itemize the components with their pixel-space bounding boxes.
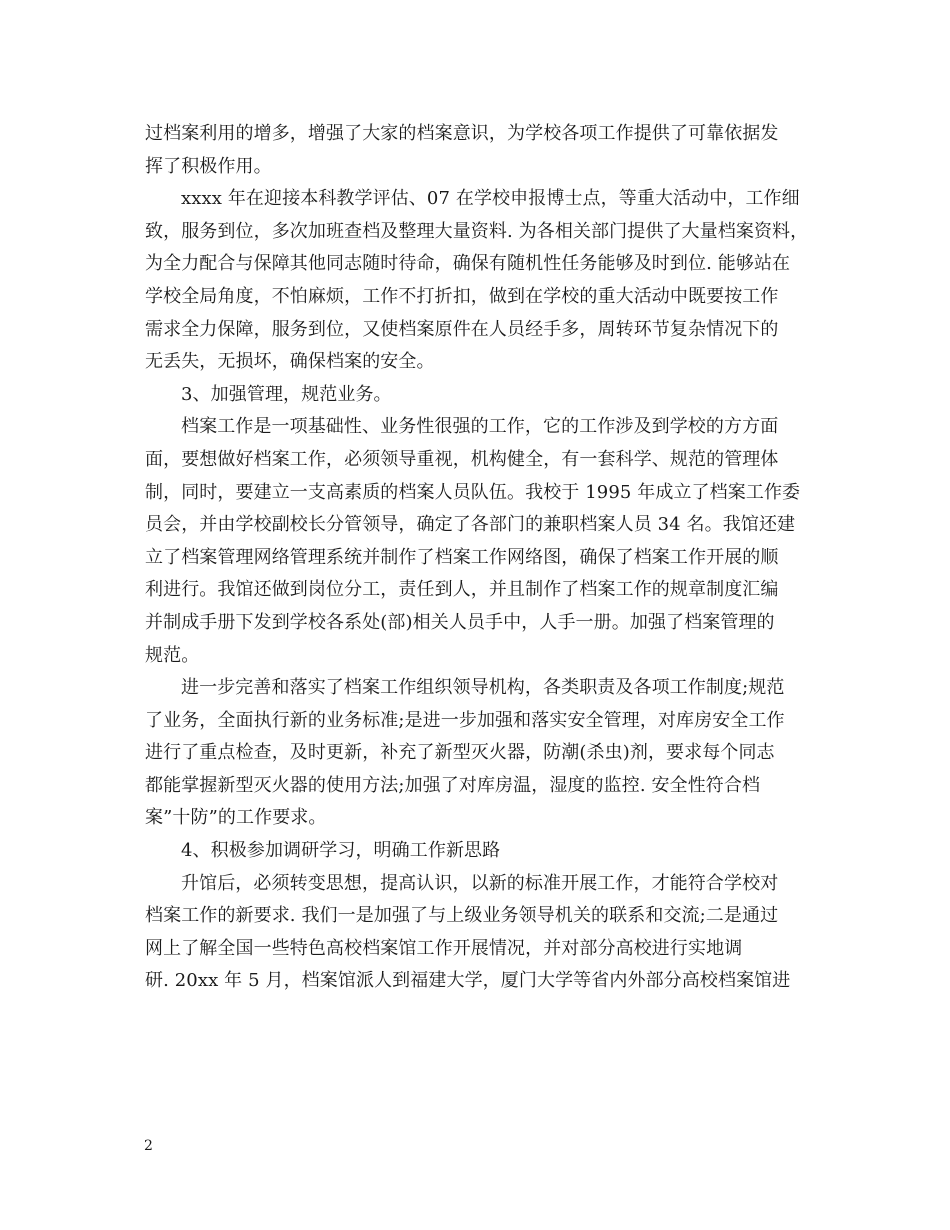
text-line: xxxx 年在迎接本科教学评估、07 在学校申报博士点，等重大活动中，工作细 [181,188,800,210]
text-line: 进一步完善和落实了档案工作组织领导机构，各类职责及各项工作制度;规范 [181,677,785,699]
text-line: 规范。 [145,644,200,666]
text-line: 立了档案管理网络管理系统并制作了档案工作网络图，确保了档案工作开展的顺 [145,546,779,568]
text-line: 员会，并由学校副校长分管领导，确定了各部门的兼职档案人员 34 名。我馆还建 [145,514,796,536]
text-line: 挥了积极作用。 [145,155,272,177]
text-line: 了业务，全面执行新的业务标准;是进一步加强和落实安全管理，对库房安全工作 [145,709,785,731]
text-line: 致，服务到位，多次加班查档及整理大量资料. 为各相关部门提供了大量档案资料， [145,220,809,242]
text-line: 档案工作是一项基础性、业务性很强的工作，它的工作涉及到学校的方方面 [181,416,779,438]
text-line: 并制成手册下发到学校各系处(部)相关人员手中，人手一册。加强了档案管理的 [145,611,775,633]
text-line: 案”十防”的工作要求。 [145,807,327,829]
document-body [145,118,815,998]
text-line: 无丢失，无损坏，确保档案的安全。 [145,351,435,373]
section-heading: 4、积极参加调研学习，明确工作新思路 [181,840,501,862]
text-line: 为全力配合与保障其他同志随时待命，确保有随机性任务能够及时到位. 能够站在 [145,253,791,275]
text-line: 网上了解全国一些特色高校档案馆工作开展情况，并对部分高校进行实地调 [145,937,743,959]
text-line: 制，同时，要建立一支高素质的档案人员队伍。我校于 1995 年成立了档案工作委 [145,481,801,503]
text-line: 学校全局角度，不怕麻烦，工作不打折扣，做到在学校的重大活动中既要按工作 [145,285,779,307]
text-line: 利进行。我馆还做到岗位分工，责任到人，并且制作了档案工作的规章制度汇编 [145,579,779,601]
page-number: 2 [144,1138,153,1154]
text-line: 研. 20xx 年 5 月，档案馆派人到福建大学，厦门大学等省内外部分高校档案馆进 [145,970,791,992]
text-line: 面，要想做好档案工作，必须领导重视，机构健全，有一套科学、规范的管理体 [145,448,779,470]
text-line: 需求全力保障，服务到位，又使档案原件在人员经手多，周转环节复杂情况下的 [145,318,779,340]
section-heading: 3、加强管理，规范业务。 [181,383,392,405]
text-line: 过档案利用的增多，增强了大家的档案意识，为学校各项工作提供了可靠依据发 [145,123,779,144]
text-line: 档案工作的新要求. 我们一是加强了与上级业务领导机关的联系和交流;二是通过 [145,905,779,927]
text-line: 都能掌握新型灭火器的使用方法;加强了对库房温，湿度的监控. 安全性符合档 [145,774,761,796]
text-line: 进行了重点检查，及时更新，补充了新型灭火器，防潮(杀虫)剂，要求每个同志 [145,742,775,764]
text-line: 升馆后，必须转变思想，提高认识，以新的标准开展工作，才能符合学校对 [181,872,779,894]
